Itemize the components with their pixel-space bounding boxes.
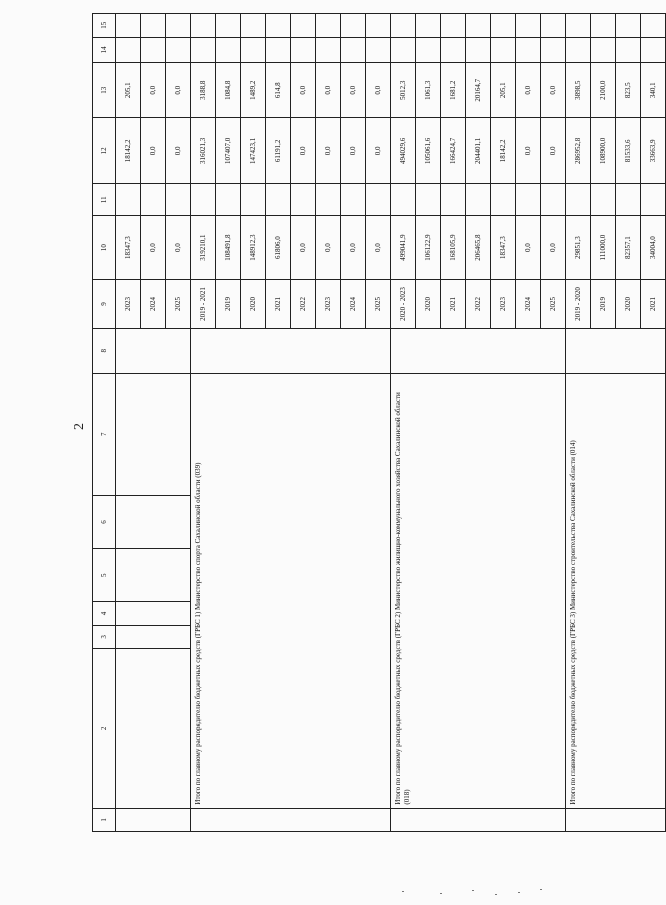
col15-cell <box>466 14 491 38</box>
col14-cell <box>141 37 166 63</box>
scan-mark <box>540 889 542 890</box>
total-cell: 61806,0 <box>266 216 291 280</box>
col13-cell: 205,1 <box>491 63 516 118</box>
header-col-11: 11 <box>93 184 116 216</box>
col11-cell <box>591 184 616 216</box>
col15-cell <box>566 14 591 38</box>
col14-cell <box>641 37 666 63</box>
cell-empty <box>116 649 191 809</box>
total-cell: 168105,9 <box>441 216 466 280</box>
scan-mark <box>518 892 520 893</box>
header-col-6: 6 <box>93 495 116 548</box>
total-cell: 0,0 <box>291 216 316 280</box>
col12-cell: 61191,2 <box>266 118 291 184</box>
col14-cell <box>191 37 216 63</box>
col13-cell: 205,1 <box>116 63 141 118</box>
col14-cell <box>241 37 266 63</box>
col12-cell: 81533,6 <box>616 118 641 184</box>
col11-cell <box>416 184 441 216</box>
col15-cell <box>141 14 166 38</box>
col11-cell <box>491 184 516 216</box>
col11-cell <box>391 184 416 216</box>
col13-cell: 20164,7 <box>466 63 491 118</box>
year-cell: 2020 <box>616 280 641 329</box>
col15-cell <box>241 14 266 38</box>
header-col-2: 2 <box>93 649 116 809</box>
col13-cell: 3188,8 <box>191 63 216 118</box>
col13-cell: 823,5 <box>616 63 641 118</box>
col11-cell <box>116 184 141 216</box>
cell-empty <box>566 808 666 831</box>
col14-cell <box>441 37 466 63</box>
header-col-10: 10 <box>93 216 116 280</box>
header-col-7: 7 <box>93 373 116 495</box>
header-col-1: 1 <box>93 808 116 831</box>
cell-empty <box>116 495 191 548</box>
total-cell: 0,0 <box>341 216 366 280</box>
col14-cell <box>266 37 291 63</box>
total-cell: 0,0 <box>166 216 191 280</box>
group-description: Итого по главному распорядителю бюджетных средств (ГРБС 2) Министерство жилищно-коммунального хозяйства Сахалинской области (018) <box>391 373 566 808</box>
col15-cell <box>316 14 341 38</box>
col14-cell <box>341 37 366 63</box>
col13-cell: 0,0 <box>341 63 366 118</box>
col11-cell <box>216 184 241 216</box>
table-row <box>191 14 216 832</box>
col11-cell <box>191 184 216 216</box>
col12-cell: 18142,2 <box>491 118 516 184</box>
header-col-3: 3 <box>93 625 116 648</box>
col14-cell <box>566 37 591 63</box>
cell-empty <box>391 808 566 831</box>
header-col-13: 13 <box>93 63 116 118</box>
col12-cell: 0,0 <box>541 118 566 184</box>
col12-cell: 108900,0 <box>591 118 616 184</box>
year-cell: 2025 <box>541 280 566 329</box>
col11-cell <box>241 184 266 216</box>
col11-cell <box>291 184 316 216</box>
total-cell: 319210,1 <box>191 216 216 280</box>
page-number: 2 <box>72 423 87 430</box>
col11-cell <box>316 184 341 216</box>
col14-cell <box>366 37 391 63</box>
year-cell: 2024 <box>141 280 166 329</box>
budget-table <box>92 13 666 832</box>
col15-cell <box>166 14 191 38</box>
col13-cell: 0,0 <box>516 63 541 118</box>
col15-cell <box>441 14 466 38</box>
col14-cell <box>116 37 141 63</box>
col12-cell: 0,0 <box>291 118 316 184</box>
col11-cell <box>366 184 391 216</box>
col15-cell <box>266 14 291 38</box>
col12-cell: 105061,6 <box>416 118 441 184</box>
year-cell: 2019 - 2020 <box>566 280 591 329</box>
total-cell: 0,0 <box>541 216 566 280</box>
year-cell: 2019 <box>216 280 241 329</box>
year-cell: 2023 <box>491 280 516 329</box>
col12-cell: 107407,0 <box>216 118 241 184</box>
col13-cell: 1489,2 <box>241 63 266 118</box>
col13-cell: 0,0 <box>541 63 566 118</box>
col12-cell: 204401,1 <box>466 118 491 184</box>
col15-cell <box>391 14 416 38</box>
col14-cell <box>616 37 641 63</box>
year-cell: 2023 <box>116 280 141 329</box>
col14-cell <box>516 37 541 63</box>
year-cell: 2020 - 2023 <box>391 280 416 329</box>
col12-cell: 0,0 <box>166 118 191 184</box>
col13-cell: 1681,2 <box>441 63 466 118</box>
group-description: Итого по главному распорядителю бюджетных средств (ГРБС 3) Министерство строительства Сахалинской области (014) <box>566 373 666 808</box>
year-cell: 2023 <box>316 280 341 329</box>
col13-cell: 614,8 <box>266 63 291 118</box>
col15-cell <box>616 14 641 38</box>
header-col-15: 15 <box>93 14 116 38</box>
total-cell: 499041,9 <box>391 216 416 280</box>
year-cell: 2022 <box>466 280 491 329</box>
col12-cell: 147423,1 <box>241 118 266 184</box>
scan-mark <box>440 893 442 894</box>
col13-cell: 2100,0 <box>591 63 616 118</box>
col13-cell: 0,0 <box>366 63 391 118</box>
total-cell: 29851,3 <box>566 216 591 280</box>
col12-cell: 18142,2 <box>116 118 141 184</box>
col13-cell: 1061,3 <box>416 63 441 118</box>
col14-cell <box>166 37 191 63</box>
cell-empty <box>391 328 566 373</box>
total-cell: 0,0 <box>366 216 391 280</box>
col12-cell: 0,0 <box>341 118 366 184</box>
col14-cell <box>291 37 316 63</box>
col13-cell: 0,0 <box>141 63 166 118</box>
col12-cell: 316021,3 <box>191 118 216 184</box>
col13-cell: 5012,3 <box>391 63 416 118</box>
header-col-5: 5 <box>93 549 116 602</box>
year-cell: 2020 <box>241 280 266 329</box>
col11-cell <box>341 184 366 216</box>
scan-mark <box>402 891 404 892</box>
cell-empty <box>116 602 191 625</box>
year-cell: 2022 <box>291 280 316 329</box>
col13-cell: 0,0 <box>316 63 341 118</box>
table-row <box>391 14 416 832</box>
rotated-table-container <box>92 13 657 832</box>
scan-mark <box>472 890 474 891</box>
total-cell: 111000,0 <box>591 216 616 280</box>
col15-cell <box>341 14 366 38</box>
col11-cell <box>566 184 591 216</box>
col13-cell: 340,1 <box>641 63 666 118</box>
col11-cell <box>616 184 641 216</box>
col12-cell: 0,0 <box>366 118 391 184</box>
col14-cell <box>541 37 566 63</box>
total-cell: 0,0 <box>141 216 166 280</box>
col11-cell <box>541 184 566 216</box>
col15-cell <box>116 14 141 38</box>
col15-cell <box>641 14 666 38</box>
total-cell: 0,0 <box>316 216 341 280</box>
year-cell: 2025 <box>366 280 391 329</box>
year-cell: 2021 <box>641 280 666 329</box>
col13-cell: 1084,8 <box>216 63 241 118</box>
header-col-14: 14 <box>93 37 116 63</box>
scan-mark <box>495 894 497 895</box>
col11-cell <box>641 184 666 216</box>
cell-empty <box>116 373 191 495</box>
col12-cell: 0,0 <box>141 118 166 184</box>
col12-cell: 0,0 <box>316 118 341 184</box>
total-cell: 108491,8 <box>216 216 241 280</box>
col15-cell <box>216 14 241 38</box>
header-col-8: 8 <box>93 328 116 373</box>
cell-empty <box>116 549 191 602</box>
col14-cell <box>591 37 616 63</box>
col15-cell <box>516 14 541 38</box>
year-cell: 2021 <box>441 280 466 329</box>
cell-empty <box>116 808 191 831</box>
header-col-9: 9 <box>93 280 116 329</box>
col12-cell: 33663,9 <box>641 118 666 184</box>
year-cell: 2019 <box>591 280 616 329</box>
col12-cell: 0,0 <box>516 118 541 184</box>
total-cell: 82357,1 <box>616 216 641 280</box>
col11-cell <box>141 184 166 216</box>
cell-empty <box>191 328 391 373</box>
total-cell: 148912,3 <box>241 216 266 280</box>
col13-cell: 0,0 <box>166 63 191 118</box>
header-col-12: 12 <box>93 118 116 184</box>
col14-cell <box>216 37 241 63</box>
col13-cell: 0,0 <box>291 63 316 118</box>
col12-cell: 286952,8 <box>566 118 591 184</box>
total-cell: 206465,8 <box>466 216 491 280</box>
year-cell: 2024 <box>516 280 541 329</box>
col15-cell <box>591 14 616 38</box>
col14-cell <box>416 37 441 63</box>
table-row <box>116 14 141 832</box>
cell-empty <box>566 328 666 373</box>
col14-cell <box>316 37 341 63</box>
col15-cell <box>541 14 566 38</box>
col12-cell: 166424,7 <box>441 118 466 184</box>
header-col-4: 4 <box>93 602 116 625</box>
col11-cell <box>166 184 191 216</box>
col14-cell <box>491 37 516 63</box>
year-cell: 2025 <box>166 280 191 329</box>
cell-empty <box>116 328 191 373</box>
year-cell: 2020 <box>416 280 441 329</box>
col11-cell <box>466 184 491 216</box>
col13-cell: 3898,5 <box>566 63 591 118</box>
group-description: Итого по главному распорядителю бюджетных средств (ГРБС 1) Министерство спорта Сахалинской области (039) <box>191 373 391 808</box>
total-cell: 106122,9 <box>416 216 441 280</box>
total-cell: 18347,3 <box>491 216 516 280</box>
year-cell: 2019 - 2021 <box>191 280 216 329</box>
col11-cell <box>441 184 466 216</box>
col15-cell <box>491 14 516 38</box>
col15-cell <box>291 14 316 38</box>
col14-cell <box>391 37 416 63</box>
total-cell: 34004,0 <box>641 216 666 280</box>
cell-empty <box>116 625 191 648</box>
total-cell: 18347,3 <box>116 216 141 280</box>
col15-cell <box>366 14 391 38</box>
col11-cell <box>266 184 291 216</box>
col11-cell <box>516 184 541 216</box>
cell-empty <box>191 808 391 831</box>
year-cell: 2021 <box>266 280 291 329</box>
total-cell: 0,0 <box>516 216 541 280</box>
header-row <box>93 14 116 832</box>
year-cell: 2024 <box>341 280 366 329</box>
col12-cell: 494029,6 <box>391 118 416 184</box>
col14-cell <box>466 37 491 63</box>
col15-cell <box>416 14 441 38</box>
table-row <box>566 14 591 832</box>
scan-artifacts <box>400 887 560 897</box>
col15-cell <box>191 14 216 38</box>
